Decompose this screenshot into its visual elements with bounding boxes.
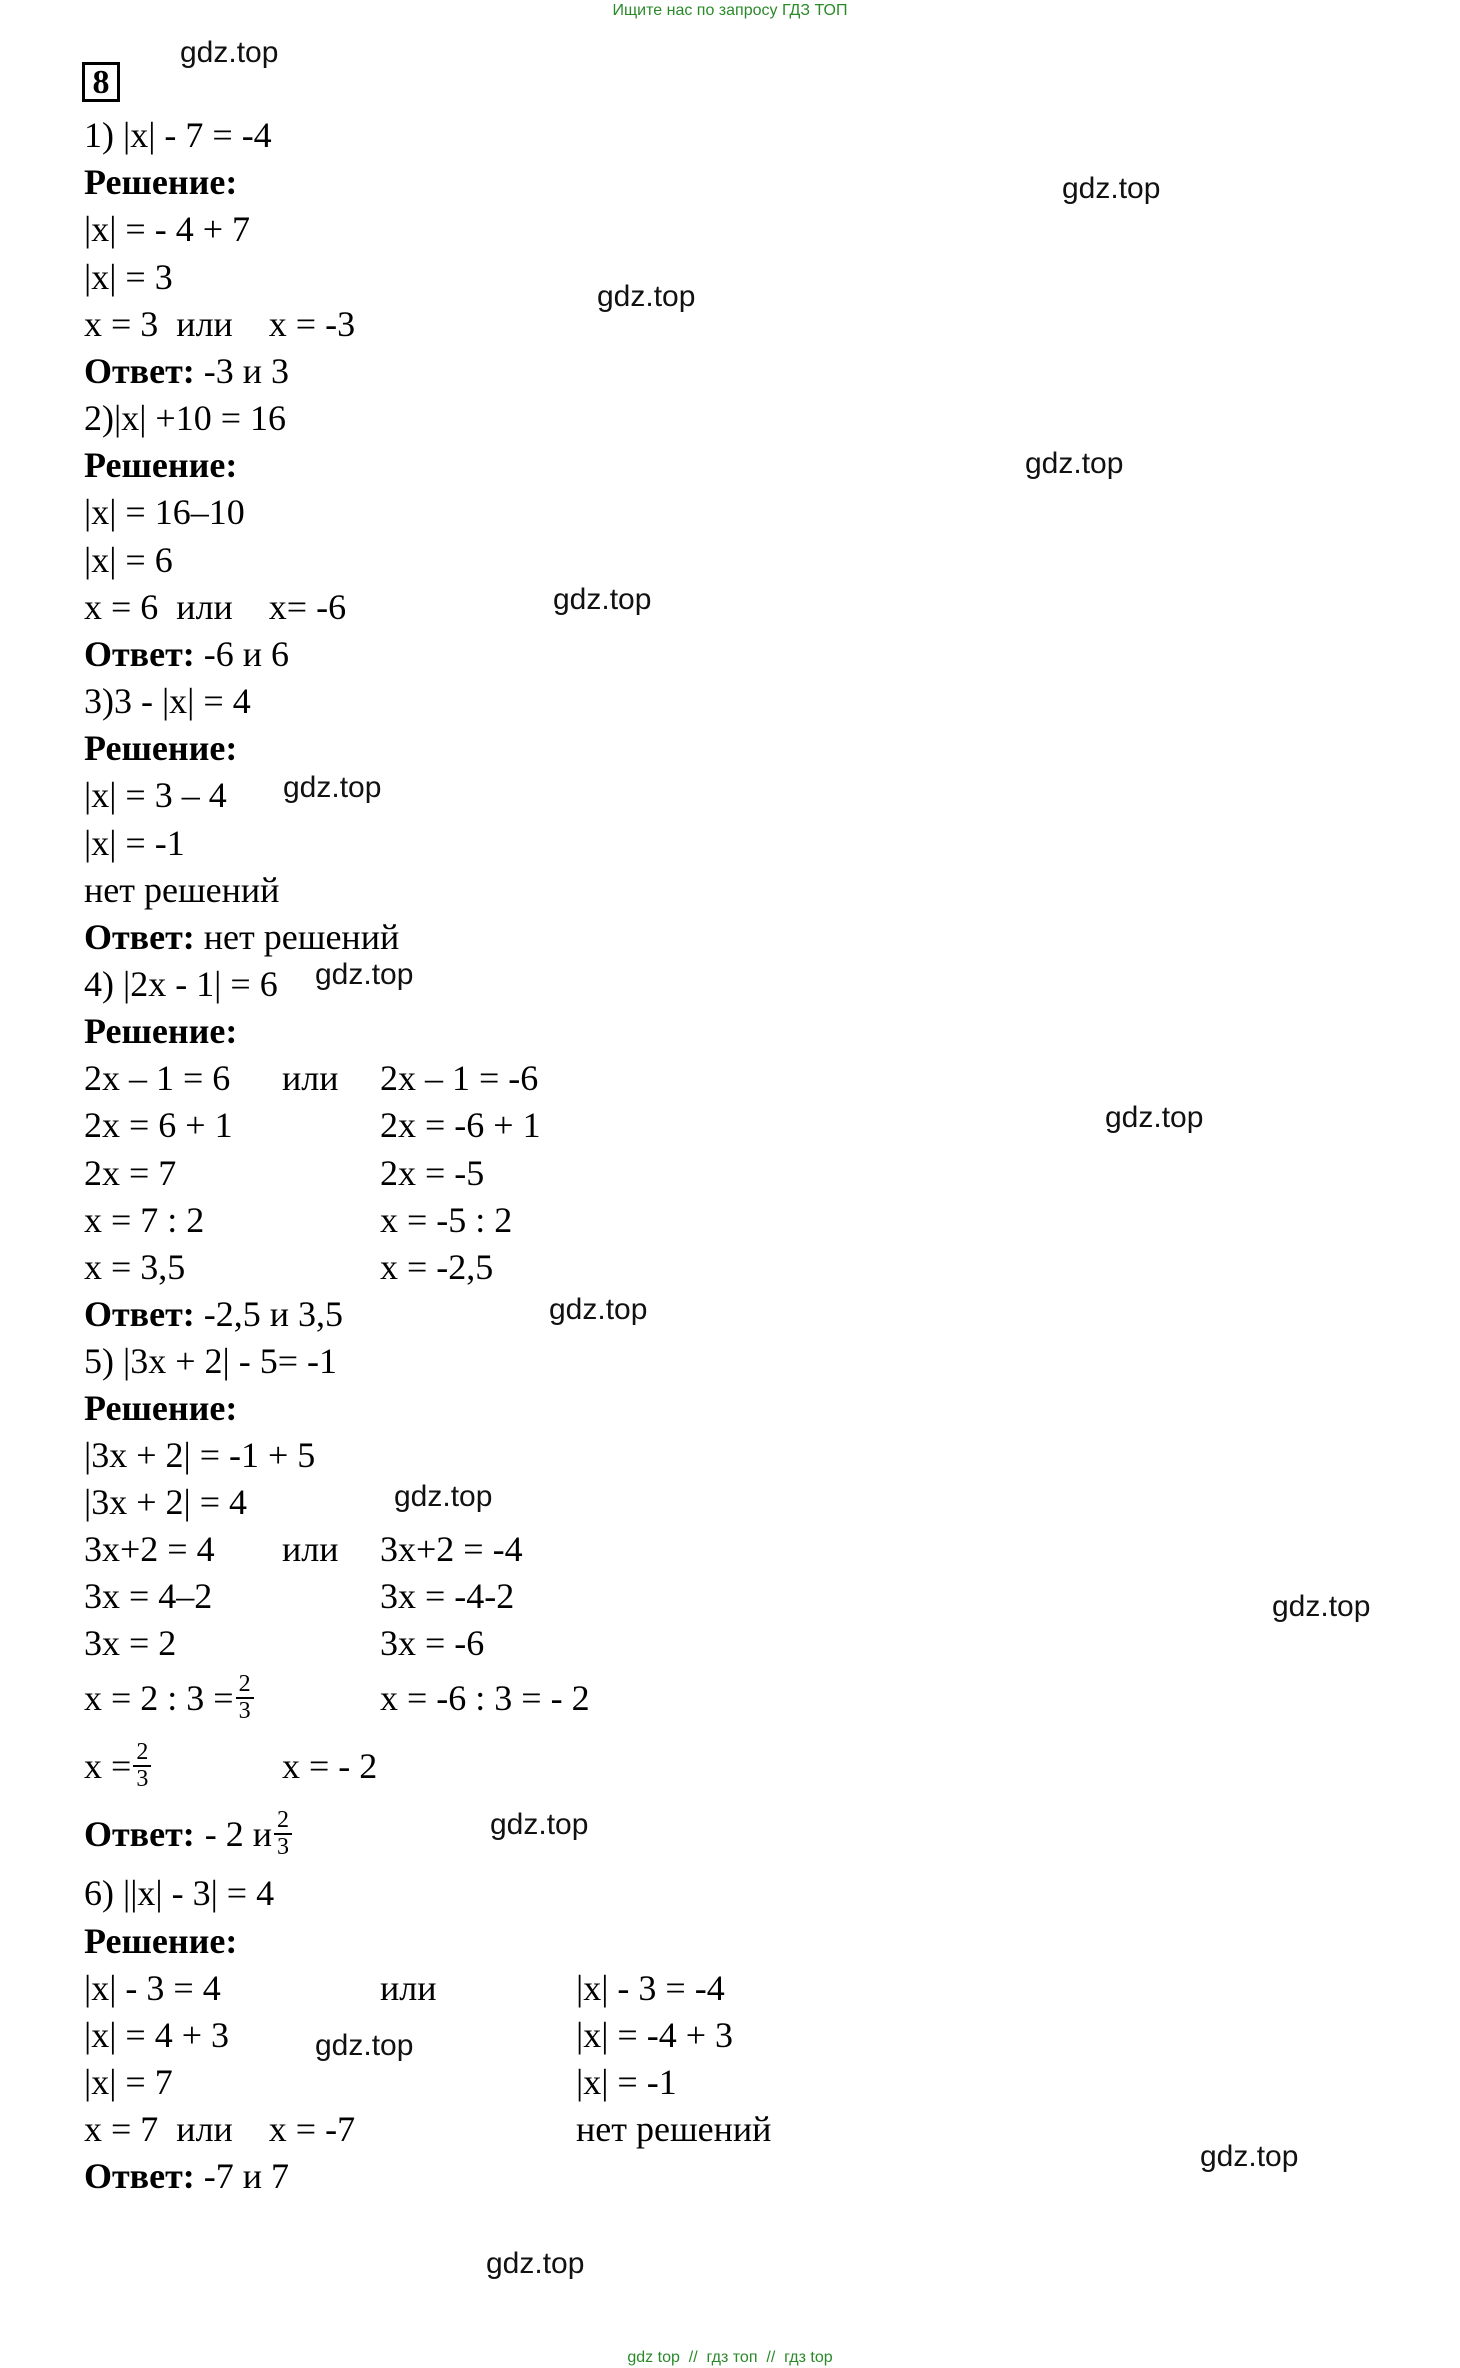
watermark: gdz.top bbox=[1025, 447, 1124, 480]
problem-2-line-3: x = 6 или x= -6 bbox=[84, 587, 347, 627]
watermark: gdz.top bbox=[1105, 1101, 1204, 1134]
solution-label: Решение: bbox=[84, 162, 238, 202]
problem-4-answer bbox=[84, 1293, 343, 1335]
problem-4-left-5: x = 3,5 bbox=[84, 1247, 186, 1287]
problem-1-answer bbox=[84, 350, 289, 392]
watermark: gdz.top bbox=[180, 36, 279, 69]
problem-6-right-4: нет решений bbox=[576, 2109, 772, 2149]
fraction-denominator: 3 bbox=[238, 1698, 251, 1724]
watermark: gdz.top bbox=[1200, 2140, 1299, 2173]
problem-4-right-5: x = -2,5 bbox=[380, 1247, 494, 1287]
answer-label: Ответ: bbox=[84, 2156, 195, 2196]
problem-5-left-4 bbox=[84, 1670, 254, 1726]
problem-5-left-1: 3x+2 = 4 bbox=[84, 1529, 215, 1569]
watermark: gdz.top bbox=[394, 1480, 493, 1513]
answer-label: Ответ: bbox=[84, 351, 195, 391]
problem-5-right-2: 3x = -4-2 bbox=[380, 1576, 515, 1616]
solution-label: Решение: bbox=[84, 1388, 238, 1428]
problem-6-right-3: |x| = -1 bbox=[576, 2062, 677, 2102]
problem-3-line-1: |x| = 3 – 4 bbox=[84, 775, 227, 815]
problem-5-or: или bbox=[282, 1529, 339, 1569]
watermark: gdz.top bbox=[315, 2029, 414, 2062]
problem-1-line-3: x = 3 или x = -3 bbox=[84, 304, 356, 344]
problem-3-title: 3)3 - |x| = 4 bbox=[84, 681, 251, 721]
watermark: gdz.top bbox=[1062, 172, 1161, 205]
problem-4-right-1: 2x – 1 = -6 bbox=[380, 1058, 539, 1098]
watermark: gdz.top bbox=[597, 280, 696, 313]
problem-6-answer bbox=[84, 2155, 289, 2197]
answer-value: - 2 и bbox=[204, 1814, 273, 1854]
problem-4-or: или bbox=[282, 1058, 339, 1098]
problem-2-title: 2)|x| +10 = 16 bbox=[84, 398, 287, 438]
problem-4-left-1: 2x – 1 = 6 bbox=[84, 1058, 231, 1098]
equation-text: x = 2 : 3 = bbox=[84, 1678, 234, 1718]
problem-2-line-1: |x| = 16–10 bbox=[84, 492, 245, 532]
problem-5-right-5: x = - 2 bbox=[282, 1746, 378, 1786]
problem-5-title: 5) |3x + 2| - 5= -1 bbox=[84, 1341, 337, 1381]
top-banner: Ищите нас по запросу ГДЗ ТОП bbox=[612, 2, 848, 19]
problem-1-line-1: |x| = - 4 + 7 bbox=[84, 209, 251, 249]
problem-1-title: 1) |x| - 7 = -4 bbox=[84, 115, 272, 155]
problem-3-line-3: нет решений bbox=[84, 870, 280, 910]
problem-5-left-5 bbox=[84, 1738, 151, 1794]
problem-6-left-4: x = 7 или x = -7 bbox=[84, 2109, 356, 2149]
problem-5-right-4: x = -6 : 3 = - 2 bbox=[380, 1678, 590, 1718]
fraction-numerator: 2 bbox=[133, 1740, 151, 1767]
problem-3-line-2: |x| = -1 bbox=[84, 823, 185, 863]
problem-4-right-3: 2x = -5 bbox=[380, 1153, 485, 1193]
problem-3-answer bbox=[84, 916, 399, 958]
answer-value: нет решений bbox=[203, 917, 400, 957]
problem-6-left-2: |x| = 4 + 3 bbox=[84, 2015, 230, 2055]
problem-5-right-1: 3x+2 = -4 bbox=[380, 1529, 523, 1569]
problem-6-right-2: |x| = -4 + 3 bbox=[576, 2015, 734, 2055]
problem-5-line-2: |3x + 2| = 4 bbox=[84, 1482, 248, 1522]
fraction bbox=[274, 1808, 292, 1860]
answer-label: Ответ: bbox=[84, 1294, 195, 1334]
equation-text: x = bbox=[84, 1746, 132, 1786]
answer-label: Ответ: bbox=[84, 1814, 195, 1854]
problem-5-left-3: 3x = 2 bbox=[84, 1623, 177, 1663]
problem-4-right-4: x = -5 : 2 bbox=[380, 1200, 513, 1240]
fraction bbox=[133, 1740, 151, 1792]
problem-4-left-3: 2x = 7 bbox=[84, 1153, 177, 1193]
fraction-denominator: 3 bbox=[136, 1766, 149, 1792]
watermark: gdz.top bbox=[1272, 1590, 1371, 1623]
solution-label: Решение: bbox=[84, 1921, 238, 1961]
problem-5-left-2: 3x = 4–2 bbox=[84, 1576, 213, 1616]
answer-label: Ответ: bbox=[84, 917, 195, 957]
fraction-numerator: 2 bbox=[236, 1672, 254, 1699]
watermark: gdz.top bbox=[490, 1808, 589, 1841]
problem-6-or: или bbox=[380, 1968, 437, 2008]
answer-value: -7 и 7 bbox=[203, 2156, 290, 2196]
watermark: gdz.top bbox=[315, 958, 414, 991]
fraction-denominator: 3 bbox=[277, 1834, 290, 1860]
fraction bbox=[236, 1672, 254, 1724]
problem-4-left-2: 2x = 6 + 1 bbox=[84, 1105, 233, 1145]
problem-6-title: 6) ||x| - 3| = 4 bbox=[84, 1873, 275, 1913]
answer-value: -6 и 6 bbox=[203, 634, 290, 674]
problem-4-left-4: x = 7 : 2 bbox=[84, 1200, 205, 1240]
watermark: gdz.top bbox=[553, 583, 652, 616]
watermark: gdz.top bbox=[486, 2247, 585, 2280]
problem-2-answer bbox=[84, 633, 289, 675]
answer-value: -2,5 и 3,5 bbox=[203, 1294, 344, 1334]
answer-label: Ответ: bbox=[84, 634, 195, 674]
problem-5-answer bbox=[84, 1806, 292, 1862]
problem-6-left-3: |x| = 7 bbox=[84, 2062, 173, 2102]
watermark: gdz.top bbox=[283, 771, 382, 804]
problem-4-right-2: 2x = -6 + 1 bbox=[380, 1105, 541, 1145]
bottom-banner: gdz top // гдз топ // гдз top bbox=[627, 2349, 833, 2366]
answer-value: -3 и 3 bbox=[203, 351, 290, 391]
problem-6-left-1: |x| - 3 = 4 bbox=[84, 1968, 221, 2008]
fraction-numerator: 2 bbox=[274, 1808, 292, 1835]
solution-label: Решение: bbox=[84, 1011, 238, 1051]
task-number: 8 bbox=[82, 62, 120, 102]
problem-2-line-2: |x| = 6 bbox=[84, 540, 173, 580]
watermark: gdz.top bbox=[549, 1293, 648, 1326]
problem-5-right-3: 3x = -6 bbox=[380, 1623, 485, 1663]
solution-label: Решение: bbox=[84, 445, 238, 485]
problem-4-title: 4) |2x - 1| = 6 bbox=[84, 964, 278, 1004]
problem-6-right-1: |x| - 3 = -4 bbox=[576, 1968, 725, 2008]
problem-5-line-1: |3x + 2| = -1 + 5 bbox=[84, 1435, 316, 1475]
problem-1-line-2: |x| = 3 bbox=[84, 257, 173, 297]
solution-label: Решение: bbox=[84, 728, 238, 768]
